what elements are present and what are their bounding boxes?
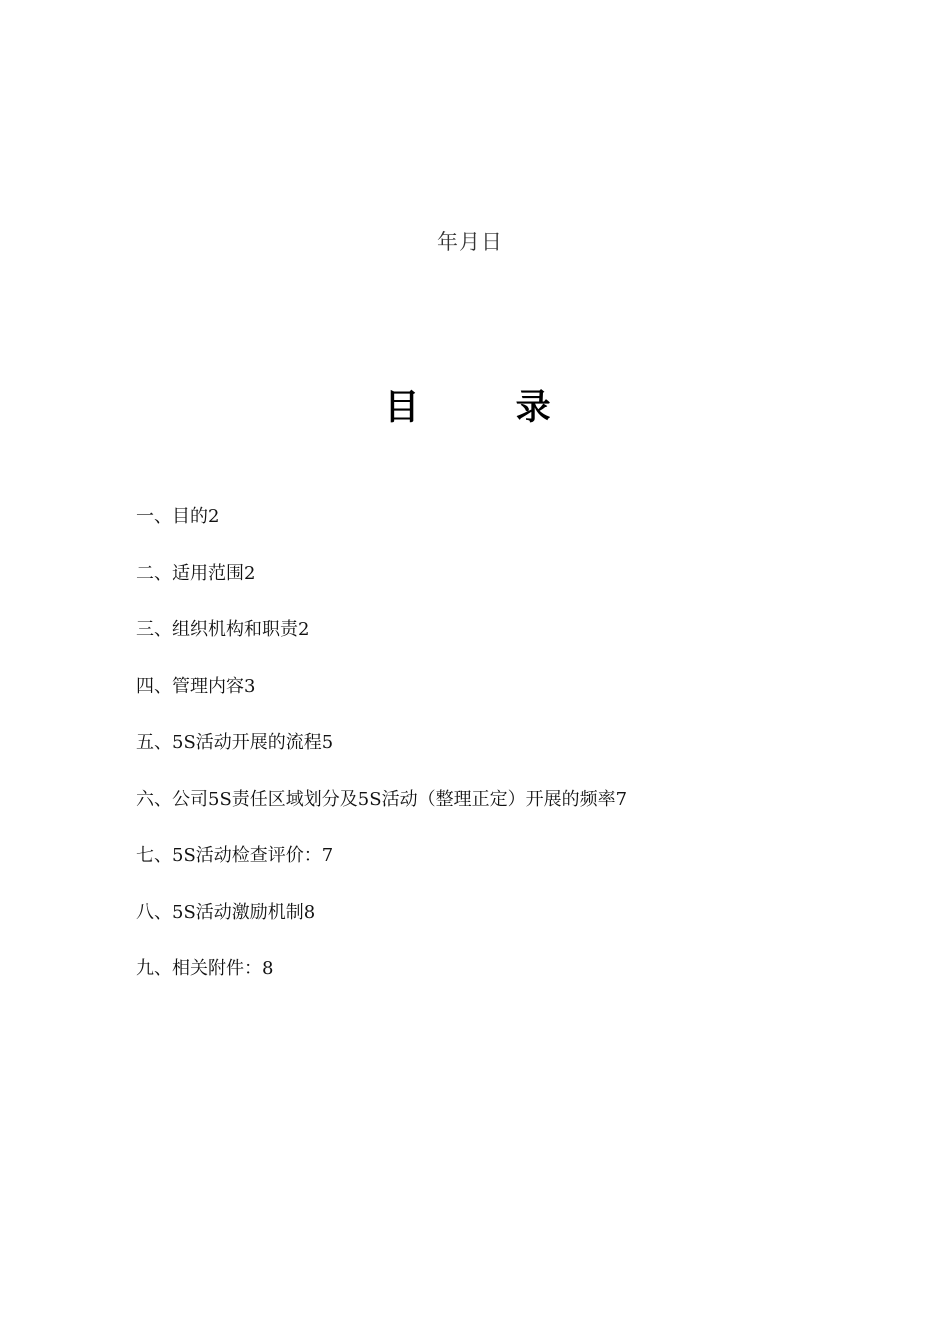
toc-item-page-number: 2 [244, 562, 256, 584]
toc-item[interactable] [136, 559, 896, 616]
toc-item[interactable] [136, 502, 896, 559]
toc-item-page-number: 2 [208, 506, 220, 527]
toc-item-text: 二、适用范围 [136, 562, 244, 584]
toc-item-page-number: 7 [615, 788, 628, 810]
toc-item-text: 三、组织机构和职责 [136, 619, 298, 640]
toc-item[interactable] [136, 898, 896, 955]
toc-item[interactable] [136, 728, 896, 785]
toc-item-text: 四、管理内容 [136, 675, 244, 697]
toc-item-text: 六、公司5S责任区域划分及5S活动（整理正定）开展的频率 [136, 788, 616, 810]
toc-item-text: 七、5S活动检查评价： [136, 845, 322, 866]
toc-item[interactable] [136, 785, 896, 842]
toc-item-text: 九、相关附件： [136, 958, 262, 979]
toc-item-page-number: 8 [303, 901, 316, 923]
toc-item-page-number: 2 [298, 619, 310, 640]
toc-item[interactable] [136, 954, 896, 1011]
toc-item[interactable] [136, 672, 896, 729]
toc-item-page-number: 3 [244, 675, 256, 697]
toc-item-page-number: 5 [321, 732, 334, 753]
table-of-contents [136, 502, 896, 1011]
toc-item-text: 八、5S活动激励机制 [136, 901, 304, 923]
toc-item-text: 五、5S活动开展的流程 [136, 732, 322, 753]
toc-item-text: 一、目的 [136, 506, 208, 527]
toc-item-page-number: 7 [321, 845, 334, 866]
toc-title: 目 录 [384, 387, 593, 428]
toc-item-page-number: 8 [262, 958, 274, 979]
toc-item[interactable] [136, 841, 896, 898]
date-line: 年月日 [437, 230, 503, 254]
toc-item[interactable] [136, 615, 896, 672]
